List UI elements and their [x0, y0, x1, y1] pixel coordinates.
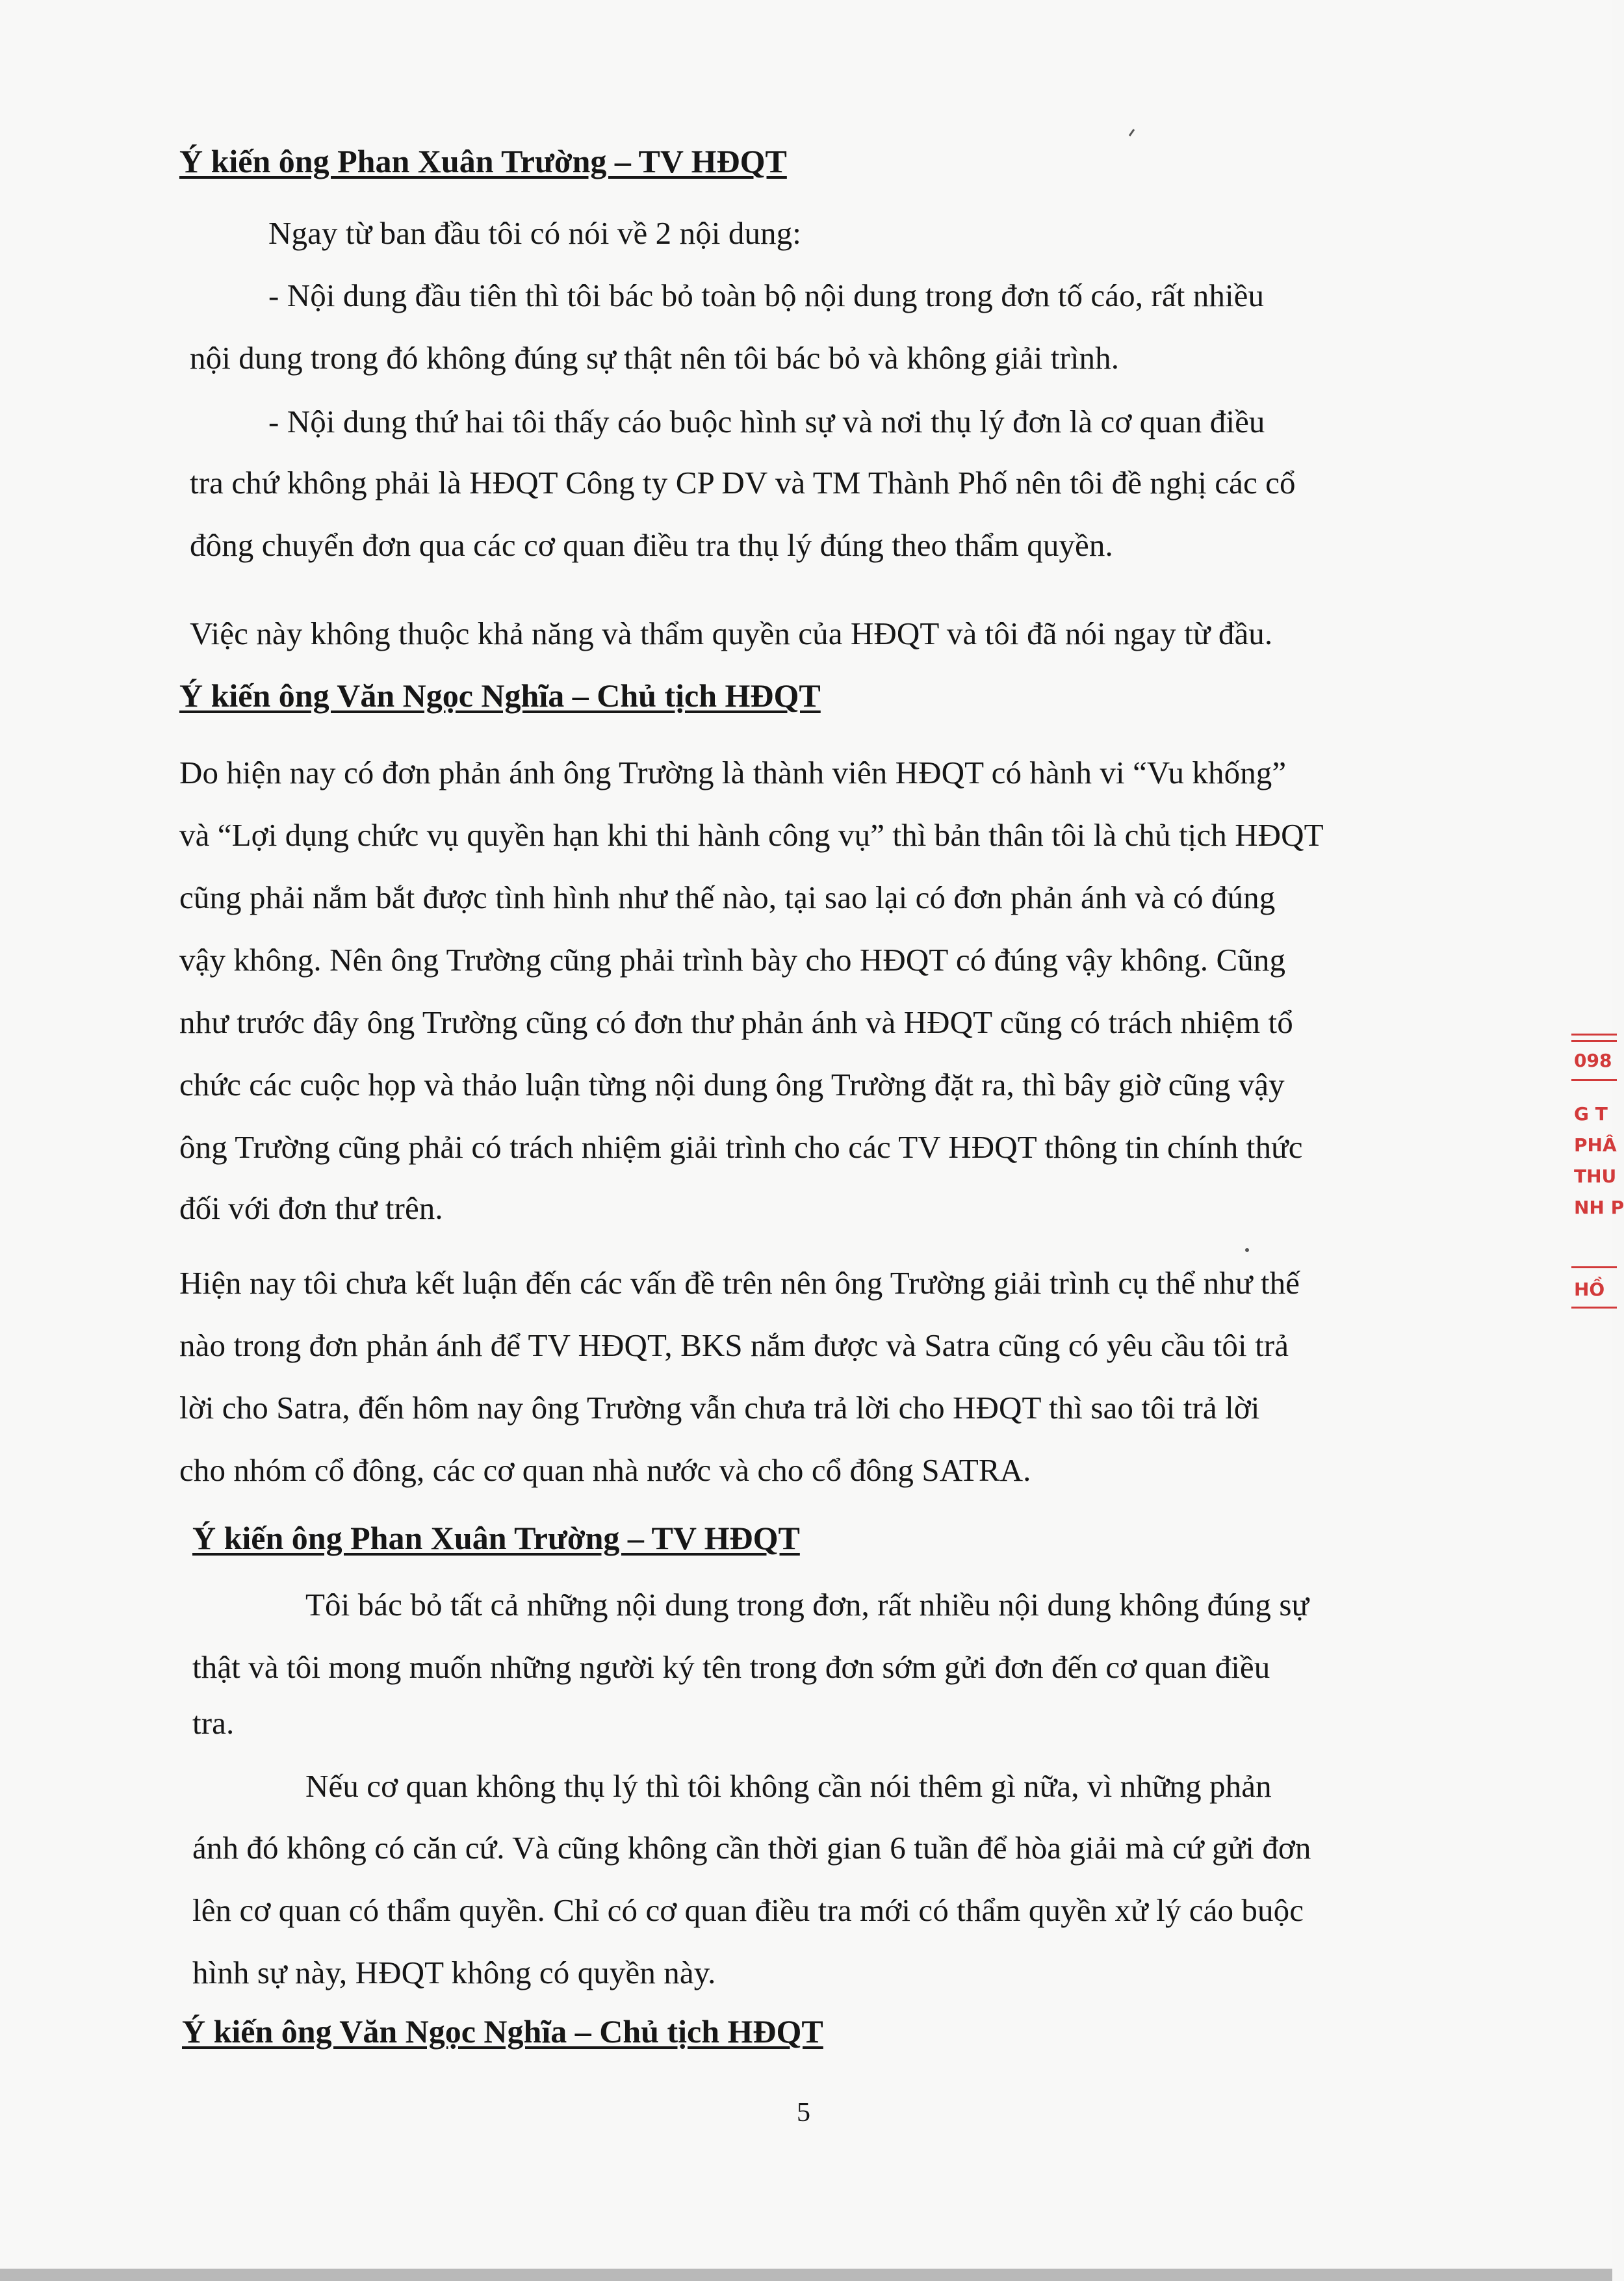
- section-heading: Ý kiến ông Phan Xuân Trường – TV HĐQT: [179, 143, 787, 179]
- paragraph-line: thật và tôi mong muốn những người ký tên trong đơn sớm gửi đơn đến cơ quan điều: [192, 1649, 1270, 1685]
- stamp-border: [1571, 1266, 1617, 1268]
- paragraph-line: Ngay từ ban đầu tôi có nói về 2 nội dung:: [268, 215, 801, 251]
- section-heading: Ý kiến ông Phan Xuân Trường – TV HĐQT: [192, 1520, 800, 1556]
- stamp-text: G T: [1574, 1103, 1608, 1125]
- paragraph-line: hình sự này, HĐQT không có quyền này.: [192, 1955, 716, 1990]
- stamp-text: HỒ: [1574, 1279, 1605, 1300]
- paragraph-line: Việc này không thuộc khả năng và thẩm quyền của HĐQT và tôi đã nói ngay từ đầu.: [190, 616, 1273, 651]
- paragraph-line: ông Trường cũng phải có trách nhiệm giải trình cho các TV HĐQT thông tin chính thức: [179, 1129, 1303, 1165]
- paragraph-line: ánh đó không có căn cứ. Và cũng không cần thời gian 6 tuần để hòa giải mà cứ gửi đơn: [192, 1830, 1311, 1866]
- stamp-border: [1571, 1040, 1617, 1042]
- paragraph-line: đông chuyển đơn qua các cơ quan điều tra thụ lý đúng theo thẩm quyền.: [190, 527, 1113, 563]
- paragraph-line: lời cho Satra, đến hôm nay ông Trường vẫn chưa trả lời cho HĐQT thì sao tôi trả lời: [179, 1390, 1260, 1426]
- scan-edge: [0, 2269, 1612, 2281]
- paragraph-line: đối với đơn thư trên.: [179, 1190, 443, 1226]
- paragraph-line: chức các cuộc họp và thảo luận từng nội dung ông Trường đặt ra, thì bây giờ cũng vậy: [179, 1067, 1285, 1102]
- stamp-border: [1571, 1079, 1617, 1081]
- page-number: 5: [797, 2098, 810, 2128]
- stamp-border: [1571, 1034, 1617, 1036]
- paragraph-line: - Nội dung thứ hai tôi thấy cáo buộc hình sự và nơi thụ lý đơn là cơ quan điều: [268, 404, 1265, 439]
- paragraph-line: nào trong đơn phản ánh để TV HĐQT, BKS nắm được và Satra cũng có yêu cầu tôi trả: [179, 1327, 1289, 1363]
- paragraph-line: và “Lợi dụng chức vụ quyền hạn khi thi hành công vụ” thì bản thân tôi là chủ tịch HĐQT: [179, 817, 1324, 853]
- stamp-text: PHÂ: [1574, 1134, 1617, 1156]
- paragraph-line: Nếu cơ quan không thụ lý thì tôi không cần nói thêm gì nữa, vì những phản: [305, 1768, 1272, 1804]
- paragraph-line: Hiện nay tôi chưa kết luận đến các vấn đề trên nên ông Trường giải trình cụ thể như thế: [179, 1265, 1300, 1301]
- partial-stamp: [1571, 1034, 1624, 1307]
- paragraph-line: vậy không. Nên ông Trường cũng phải trình bày cho HĐQT có đúng vậy không. Cũng: [179, 942, 1286, 978]
- paragraph-line: nội dung trong đó không đúng sự thật nên tôi bác bỏ và không giải trình.: [190, 340, 1120, 376]
- paragraph-line: Tôi bác bỏ tất cả những nội dung trong đơn, rất nhiều nội dung không đúng sự: [305, 1587, 1309, 1623]
- paragraph-line: tra.: [192, 1705, 235, 1741]
- paragraph-line: Do hiện nay có đơn phản ánh ông Trường là thành viên HĐQT có hành vi “Vu khống”: [179, 755, 1287, 790]
- stamp-text: THU: [1574, 1166, 1617, 1187]
- stamp-border: [1571, 1307, 1617, 1309]
- section-heading: Ý kiến ông Văn Ngọc Nghĩa – Chủ tịch HĐQT: [179, 677, 821, 714]
- scan-mark: [1245, 1248, 1249, 1252]
- paragraph-line: cũng phải nắm bắt được tình hình như thế nào, tại sao lại có đơn phản ánh và có đúng: [179, 880, 1276, 915]
- paragraph-line: - Nội dung đầu tiên thì tôi bác bỏ toàn bộ nội dung trong đơn tố cáo, rất nhiều: [268, 278, 1265, 313]
- section-heading: Ý kiến ông Văn Ngọc Nghĩa – Chủ tịch HĐQT: [182, 2013, 823, 2050]
- scan-mark: [1129, 129, 1135, 137]
- stamp-text: 098: [1574, 1050, 1612, 1071]
- stamp-text: NH P: [1574, 1197, 1624, 1218]
- paragraph-line: tra chứ không phải là HĐQT Công ty CP DV và TM Thành Phố nên tôi đề nghị các cổ: [190, 465, 1296, 501]
- paragraph-line: cho nhóm cổ đông, các cơ quan nhà nước và cho cổ đông SATRA.: [179, 1452, 1031, 1488]
- paragraph-line: như trước đây ông Trường cũng có đơn thư phản ánh và HĐQT cũng có trách nhiệm tổ: [179, 1004, 1293, 1040]
- paragraph-line: lên cơ quan có thẩm quyền. Chỉ có cơ quan điều tra mới có thẩm quyền xử lý cáo buộc: [192, 1892, 1304, 1928]
